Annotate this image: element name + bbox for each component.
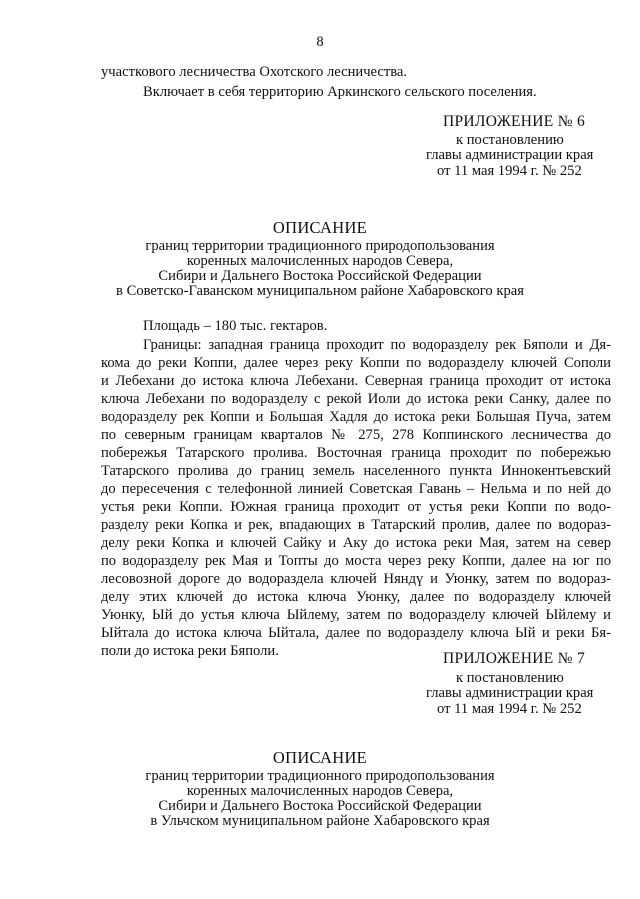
appendix-title: ПРИЛОЖЕНИЕ № 6: [443, 113, 586, 130]
paragraph-line: Уюнку, Ый до устья ключа Ыйлему, затем по водоразделу ключей Ыйлему и: [101, 607, 611, 623]
paragraph-line: ключа Лебехани по водоразделу с рекой Иоли до истока реки Санку, далее по: [101, 391, 611, 407]
paragraph-line: и Лебехани до истока ключа Лебехани. Северная граница проходит от истока: [101, 373, 611, 389]
appendix-text: к постановлению: [456, 132, 564, 148]
paragraph-line: по водоразделу рек Мая и Топты до моста через реку Коппи, далее на юг по: [101, 553, 611, 569]
description-heading: ОПИСАНИЕ: [272, 218, 368, 237]
intro-line: Включает в себя территорию Аркинского сельского поселения.: [143, 84, 537, 100]
paragraph-line: разделу реки Копка и рек, впадающих в Татарский пролив, далее по водораз-: [101, 517, 611, 533]
paragraph-line: по северным границам кварталов № 275, 278 Коппинского лесничества до: [101, 427, 611, 443]
appendix-text: главы администрации края: [426, 685, 594, 701]
appendix-date: от 11 мая 1994 г. № 252: [437, 163, 582, 179]
description-subtitle: границ территории традиционного природопользования: [145, 768, 495, 784]
description-subtitle: границ территории традиционного природопользования: [145, 238, 495, 254]
paragraph-line: устья реки Коппи. Южная граница проходит от устья реки Коппи по водо-: [101, 499, 611, 515]
description-subtitle: Сибири и Дальнего Востока Российской Федерации: [158, 268, 482, 284]
appendix-text: главы администрации края: [426, 147, 594, 163]
appendix-date: от 11 мая 1994 г. № 252: [437, 701, 582, 717]
description-subtitle: коренных малочисленных народов Севера,: [186, 783, 454, 799]
paragraph-line: побережья Татарского пролива. Восточная граница проходит по побережью: [101, 445, 611, 461]
description-subtitle: Сибири и Дальнего Востока Российской Федерации: [158, 798, 482, 814]
description-subtitle: в Ульчском муниципальном районе Хабаровского края: [150, 813, 490, 829]
paragraph-line: делу этих ключей до истока ключа Уюнку, далее по водоразделу ключей: [101, 589, 611, 605]
appendix-text: к постановлению: [456, 670, 564, 686]
description-heading: ОПИСАНИЕ: [272, 748, 368, 767]
area-line: Площадь – 180 тыс. гектаров.: [143, 318, 328, 334]
page-number: 8: [316, 34, 324, 50]
appendix-title: ПРИЛОЖЕНИЕ № 7: [443, 650, 586, 667]
paragraph-line: поли до истока реки Бяполи.: [101, 643, 279, 659]
paragraph-line: делу реки Копка и ключей Сайку и Аку до истока реки Мая, затем на север: [101, 535, 611, 551]
paragraph-line: лесовозной дороге до водораздела ключей Няндү и Уюнку, затем по водораз-: [101, 571, 611, 587]
paragraph-line: до пересечения с телефонной линией Советская Гавань – Нельма и по ней до: [101, 481, 611, 497]
description-subtitle: коренных малочисленных народов Севера,: [186, 253, 454, 269]
paragraph-line: кома до реки Коппи, далее через реку Коппи по водоразделу ключей Сополи: [101, 355, 611, 371]
paragraph-line: Ыйтала до истока ключа Ыйтала, далее по водоразделу ключа Ый и реки Бя-: [101, 625, 611, 641]
paragraph-line: Татарского пролива до границ земель населенного пункта Иннокентьевский: [101, 463, 611, 479]
paragraph-line: водоразделу рек Коппи и Большая Хадля до истока реки Большая Пуча, затем: [101, 409, 611, 425]
intro-line: участкового лесничества Охотского лесничества.: [101, 64, 408, 80]
description-subtitle: в Советско-Гаванском муниципальном районе Хабаровского края: [116, 283, 524, 299]
paragraph-line: Границы: западная граница проходит по водоразделу рек Бяполи и Дя-: [143, 337, 611, 353]
